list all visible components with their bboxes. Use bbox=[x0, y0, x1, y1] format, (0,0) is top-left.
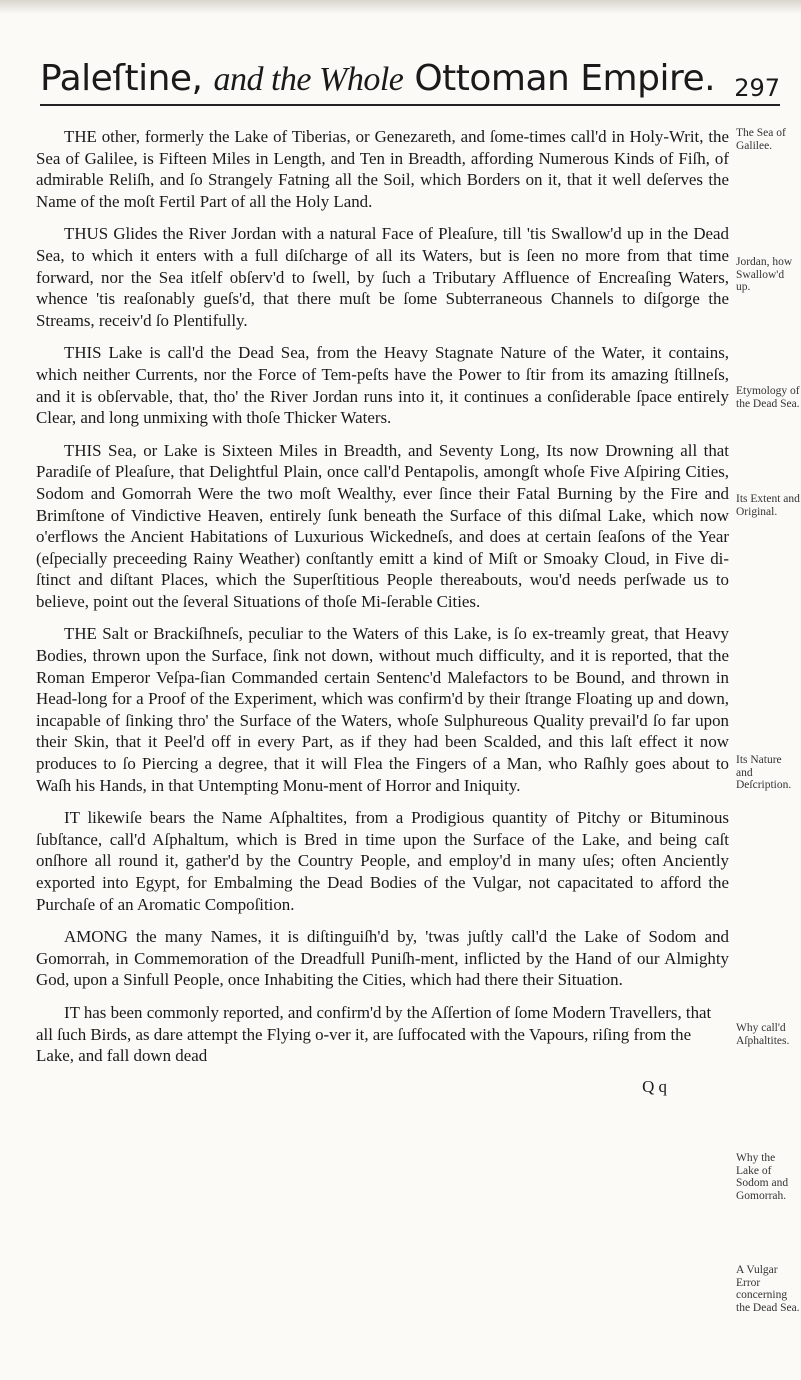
header-rule bbox=[40, 104, 780, 106]
margin-note-vulgar-error: A Vulgar Error concerning the Dead Sea. bbox=[736, 1264, 800, 1314]
scan-edge bbox=[0, 0, 801, 14]
margin-note-extent: Its Extent and Original. bbox=[736, 493, 800, 518]
paragraph-extent: THIS Sea, or Lake is Sixteen Miles in Breadth, and Seventy Long, Its now Drowning all that Paradiſe of Pleaſure, that Delightful Plain, once call'd Pentapolis, amongſt whoſe Five Aſpiring Cities, Sodom and Gomorrah Were the two moſt Wealthy, ever ſince their Fatal Burning by the Fire and Brimſtone of Vindictive Heaven, entirely ſunk beneath the Surface of this diſmal Lake, which now o'erflows the Ancient Habitations of Luxurious Wickedneſs, and does at certain ſeaſons of the Year (eſpecially preceeding Rainy Weather) conſtantly emitt a kind of Miſt or Smoaky Cloud, in Five di-ſtinct and diſtant Places, which the Superſtitious People thereabouts, wou'd needs perſwade us to believe, point out the ſeveral Situations of thoſe Mi-ſerable Cities. bbox=[36, 440, 729, 611]
page-number: 297 bbox=[734, 74, 780, 102]
text-body bbox=[36, 126, 729, 1097]
margin-note-jordan: Jordan, how Swallow'd up. bbox=[736, 256, 793, 293]
running-title-c: Ottoman Empire. bbox=[414, 58, 716, 99]
margin-note-galilee: The Sea of Galilee. bbox=[736, 127, 786, 152]
running-header bbox=[40, 58, 780, 118]
signature-mark: Q q bbox=[642, 1076, 667, 1096]
running-title-b: and the Whole bbox=[213, 61, 404, 98]
paragraph-salt: THE Salt or Brackiſhneſs, peculiar to the Waters of this Lake, is ſo ex-treamly great, that Heavy Bodies, thrown upon the Surface, ſink not down, without much difficulty, and it is reported, that the Roman Emperor Veſpa-ſian Commanded certain Sentenc'd Malefactors to be Bound, and thrown in Head-long for a Proof of the Experiment, which was confirm'd by their ſtrange Floating up and down, incapable of ſinking thro' the Surface of the Waters, whoſe Sulphureous Quality prevail'd ſo far upon their Skin, that it Peel'd off in every Part, as if they had been Scalded, and this laſt effect it now produces to ſo Piercing a degree, that it will Flea the Fingers of a Man, who Raſhly goes about to Waſh his Hands, in that Untempting Monu-ment of Horror and Iniquity. bbox=[36, 624, 729, 795]
margin-note-asphaltites: Why call'd Aſphaltites. bbox=[736, 1022, 790, 1047]
paragraph-jordan: THUS Glides the River Jordan with a natural Face of Pleaſure, till 'tis Swallow'd up in the Dead Sea, to which it enters with a full diſcharge of all its Waters, but is ſeen no more from that time forward, nor the Sea itſelf obſerv'd to ſwell, by ſuch a Tributary Affluence of Encreaſing Waters, whence 'tis reaſonably gueſs'd, that there muſt be ſome Subterraneous Channels to diſgorge the Streams, receiv'd ſo Plentifully. bbox=[36, 224, 729, 330]
paragraph-dead-sea-name: THIS Lake is call'd the Dead Sea, from the Heavy Stagnate Nature of the Water, it contains, which neither Currents, nor the Force of Tem-peſts have the Power to ſtir from its amazing ſtillneſs, and it is obſervable, that, tho' the River Jordan runs into it, it continues a conſiderable ſpace entirely Clear, and long unmixing with thoſe Thicker Waters. bbox=[36, 343, 729, 428]
margin-note-nature: Its Nature and Deſcription. bbox=[736, 754, 792, 791]
paragraph-sodom: AMONG the many Names, it is diſtinguiſh'd by, 'twas juſtly call'd the Lake of Sodom and Gomorrah, in Commemoration of the Dreadfull Puniſh-ment, inflicted by the Hand of our Almighty God, upon a Sinfull People, once Inhabiting the Cities, which had there their Situation. bbox=[36, 927, 729, 990]
running-title-a: Paleſtine, bbox=[40, 58, 203, 99]
paragraph-birds: IT has been commonly reported, and confirm'd by the Aſſertion of ſome Modern Travellers, that all ſuch Birds, as dare attempt the Flying o-ver it, are ſuffocated with the Vapours, riſing from the Lake, and fall down dead bbox=[36, 1002, 712, 1066]
paragraph-sea-of-galilee: THE other, formerly the Lake of Tiberias, or Genezareth, and ſome-times call'd in Holy-Writ, the Sea of Galilee, is Fifteen Miles in Length, and Ten in Breadth, affording Numerous Kinds of Fiſh, of admirable Reliſh, and ſo Strangely Fatning all the Soil, which Borders on it, that it well deſerves the Name of the moſt Fertil Part of all the Holy Land. bbox=[36, 127, 729, 211]
paragraph-asphaltites: IT likewiſe bears the Name Aſphaltites, from a Prodigious quantity of Pitchy or Bituminous ſubſtance, call'd Aſphaltum, which is Bred in time upon the Surface of the Lake, and being caſt onſhore all round it, gather'd by the Country People, and employ'd in many uſes; often Anciently exported into Egypt, for Embalming the Dead Bodies of the Vulgar, not capacitated to afford the Purchaſe of an Aromatic Compoſition. bbox=[36, 808, 729, 914]
margin-note-etymology: Etymology of the Dead Sea. bbox=[736, 385, 800, 410]
margin-note-sodom: Why the Lake of Sodom and Gomorrah. bbox=[736, 1152, 789, 1202]
running-title bbox=[40, 58, 715, 99]
